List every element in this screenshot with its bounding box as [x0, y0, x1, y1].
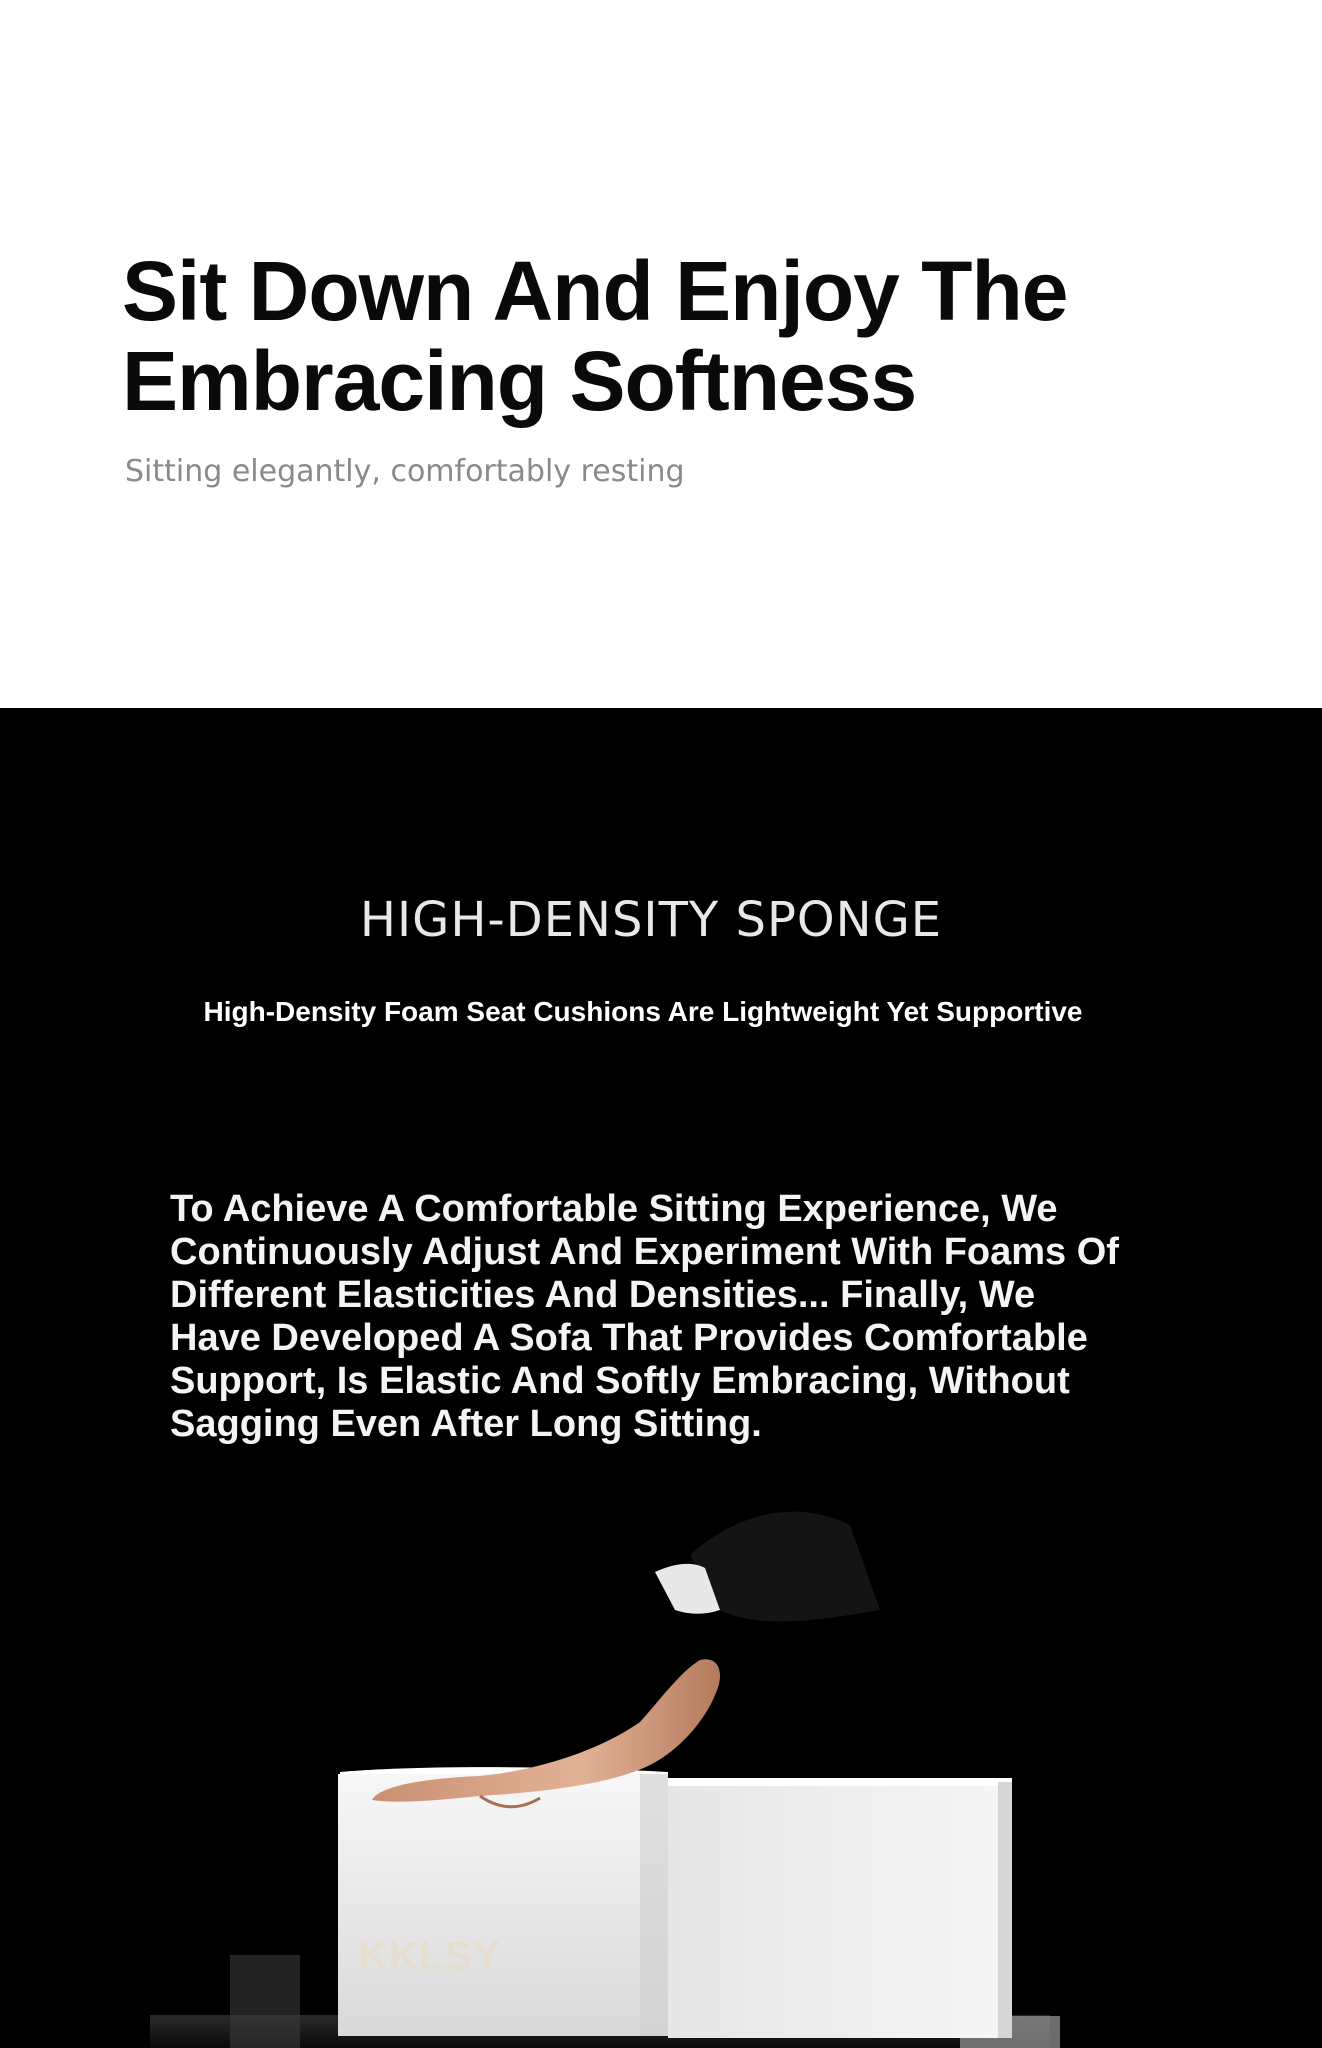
feature-description-line: Support, Is Elastic And Softly Embracing, Without	[170, 1360, 1070, 1402]
hero-section	[0, 0, 1322, 708]
feature-description-line: Different Elasticities And Densities... Finally, We	[170, 1274, 1036, 1316]
feature-description-line: Continuously Adjust And Experiment With Foams Of	[170, 1231, 1119, 1273]
hero-title-line-1: Sit Down And Enjoy The	[122, 244, 1068, 338]
foam-cube	[668, 1782, 1012, 2038]
hero-title-line-2: Embracing Softness	[122, 334, 917, 428]
feature-tagline: High-Density Foam Seat Cushions Are Lightweight Yet Supportive	[203, 996, 1083, 1027]
feature-description	[170, 1188, 1119, 1446]
feature-heading: HIGH-DENSITY SPONGE	[359, 892, 943, 948]
hero-title	[122, 246, 1122, 426]
feature-description-line: Sagging Even After Long Sitting.	[170, 1403, 762, 1445]
feature-description-line: Have Developed A Sofa That Provides Comfortable	[170, 1317, 1088, 1359]
table-reflection	[230, 1955, 300, 2048]
foam-cube-pressed	[338, 1774, 668, 2036]
hero-subtitle: Sitting elegantly, comfortably resting	[125, 454, 685, 489]
sleeve	[690, 1512, 880, 1622]
feature-description-line: To Achieve A Comfortable Sitting Experience, We	[170, 1188, 1058, 1230]
foam-brand-mark: KKLSY	[358, 1932, 501, 1979]
sponge-illustration	[0, 1460, 1322, 2048]
